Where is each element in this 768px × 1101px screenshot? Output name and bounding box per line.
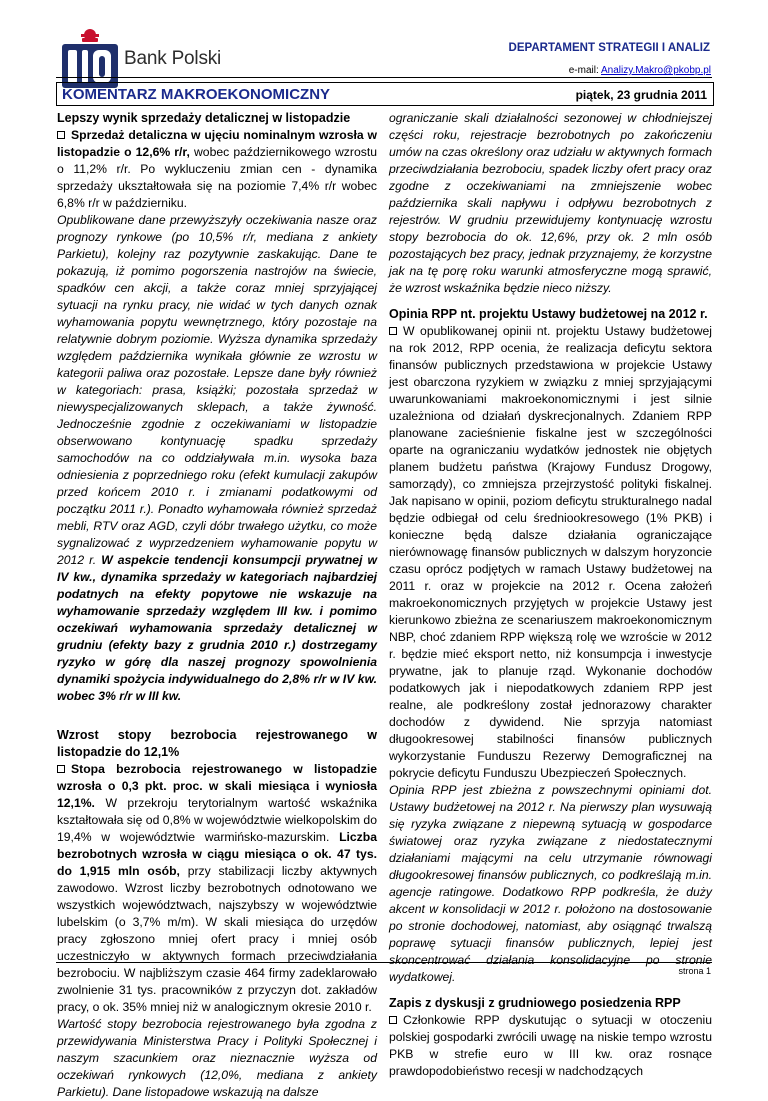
bullet-icon bbox=[57, 765, 65, 773]
email-label: e-mail: bbox=[568, 65, 601, 76]
unemployment-bold-2: Liczba bezrobotnych wzrosła w ciągu miesiąca o ok. 47 tys. do 1,915 mln osób, bbox=[57, 830, 377, 878]
email-link[interactable]: Analizy.Makro@pkobp.pl bbox=[600, 65, 711, 76]
sales-heading: Lepszy wynik sprzedaży detalicznej w listopadzie bbox=[57, 111, 351, 125]
sales-summary bbox=[57, 127, 377, 212]
sales-commentary bbox=[57, 212, 377, 705]
footer-divider bbox=[56, 962, 712, 963]
report-header-box bbox=[56, 82, 714, 106]
rpp-budget-summary bbox=[389, 323, 712, 782]
unemployment-commentary-continued: ograniczanie skali działalności sezonowej w chłodniejszej części roku, rejestracje bezrobotnych po zakończeniu umów na czas określony oraz udziału w aktywnych formach przeciwdziałania bezrobociu, spadek liczby ofert pracy oraz zgodne z oczekiwaniami na zmniejszenie wobec października skali napływu i odpływu bezrobotnych z rejestrów. W grudniu przewidujemy kontynuację wzrostu stopy bezrobocia do ok. 12,6%, przy ok. 2 mln osób pozostających bez pracy, jednak przyznajemy, że korzystne jak na tę porę roku warunki atmosferyczne mogą sprawić, że wzrost wskaźnika będzie nieco niższy. bbox=[389, 111, 712, 295]
unemployment-heading: Wzrost stopy bezrobocia rejestrowanego w listopadzie do 12,1% bbox=[57, 728, 377, 759]
unemployment-commentary: Wartość stopy bezrobocia rejestrowanego była zgodna z przewidywania Ministerstwa Pracy i Polityki Społecznej i naszym szacunkiem oraz nieznacznie wyższa od oczekiwań rynkowych (12,0%, mediana z ankiety Parkietu). Dane listopadowe wskazują na dalsze bbox=[57, 1017, 377, 1099]
rpp-budget-text: W opublikowanej opinii nt. projektu Ustawy budżetowej na rok 2012, RPP ocenia, że realizacja deficytu sektora finansów publicznych przedstawiona w projekcie Ustawy jest obarczona ryzykiem w związku z mniej sprzyjającymi uwarunkowaniami makroekonomicznymi i jest silnie uzależniona od działań dyskrecjonalnych. Zdaniem RPP planowane zacieśnienie fiskalne jest w szczególności oparte na ograniczaniu wydatków jednostek nie objętych planem budżetu państwa (Krajowy Fundusz Drogowy, samorządy), co zmniejsza przejrzystość polityki fiskalnej. Jak napisano w opinii, poziom deficytu strukturalnego nadal będzie odbiegał od celu średniookresowego (1% PKB) i konieczne będą dalsze działania ograniczające nierównowagę finansów publicznych w dalszym horyzoncie czasu oprócz podjętych w ramach Ustawy budżetowej na 2011 r. oraz w projekcie na 2012 r. Ocena założeń makroekonomicznych przyjętych w projekcie Ustawy jest kierunkowo zbieżna ze scenariuszem makroekonomicznym NBP, choć zdaniem RPP większą rolę we wzroście w 2012 r. będzie mieć eksport netto, niż konsumpcja i inwestycje prywatne, jak to planuje rząd. Wykonanie dochodów podatkowych jak i niepodatkowych zdaniem RPP jest realne, ale podkreślony został jednorazowy charakter dochodów z dywidend. Nie sprzyja natomiast długookresowej stabilności finansów publicznych wykorzystanie Funduszu Rezerwy Demograficznej na pokrycie deficytu Funduszu Ubezpieczeń Społecznych. bbox=[389, 324, 712, 780]
unemployment-text-1: W przekroju terytorialnym wartość wskaźnika kształtowała się od 0,8% w województwie wielkopolskim do 19,4% w województwie warmińsko-mazurskim. bbox=[57, 796, 377, 844]
pko-logo bbox=[60, 26, 120, 90]
email-line bbox=[569, 65, 711, 76]
bank-name: Bank Polski bbox=[124, 48, 222, 69]
rpp-budget-heading: Opinia RPP nt. projektu Ustawy budżetowej na 2012 r. bbox=[389, 307, 708, 321]
rpp-minutes-summary bbox=[389, 1012, 712, 1080]
sales-summary-text: wobec październikowego wzrostu o 11,2% r/r. Po wykluczeniu zmian cen - dynamika sprzedaży ukształtowała się na poziomie 7,4% r/r wobec 6,8% r/r w październiku. bbox=[57, 145, 377, 210]
page-number: strona 1 bbox=[678, 966, 711, 976]
unemployment-summary-bold: Stopa bezrobocia rejestrowanego w listopadzie wzrosła o 0,3 pkt. proc. w skali miesiąca i wyniosła 12,1%. bbox=[57, 762, 377, 810]
report-date: piątek, 23 grudnia 2011 bbox=[575, 88, 707, 102]
rpp-budget-commentary: Opinia RPP jest zbieżna z powszechnymi opiniami dot. Ustawy budżetowej na 2012 r. Na pierwszy plan wysuwają się ryzyka związane z niepewną sytuacją w gospodarce światowej oraz ryzyka związane z niedostatecznymi działaniami mającymi na celu utrzymanie równowagi długookresowej finansów publicznych, co podkreślają m.in. agencje ratingowe. Dodatkowo RPP podkreśla, że duży akcent w konsolidacji w 2012 r. położono na dostosowanie po stronie dochodowej, natomiast, aby osiągnąć trwalszą poprawę sytuacji finansów publicznych, lepiej jest skoncentrować działania konsolidacyjne po stronie wydatkowej. bbox=[389, 783, 712, 984]
right-column bbox=[389, 110, 712, 1080]
bullet-icon bbox=[389, 1016, 397, 1024]
unemployment-text-2: przy stabilizacji liczby aktywnych zawodowo. Wzrost liczby bezrobotnych odnotowano we wszystkich województwach, najszybszy w województwie lubelskim (o 3,7% m/m). W skali miesiąca do urzędów pracy zgłoszono mniej ofert pracy i mniej osób uczestniczyło w aktywnych formach przeciwdziałania bezrobociu. W najbliższym czasie 464 firmy zadeklarowało zwolnienie 31 tys. pracowników z przyczyn dot. zakładów pracy, o ok. 35% mniej niż w analogicznym okresie 2010 r. bbox=[57, 864, 378, 1014]
sales-commentary-text: Opublikowane dane przewyższyły oczekiwania nasze oraz prognozy rynkowe (po 10,5% r/r, mediana z ankiety Parkietu), kolejny raz pozytywnie zaskakując. Dane te pokazują, iż pomimo pogorszenia nastrojów na świecie, spadków cen akcji, a także coraz mniej sprzyjającej sytuacji na rynku pracy, nie widać w tych danych oznak wyhamowania popytu wewnętrznego, który pozostaje na relatywnie dobrym poziomie. Wyższa dynamika sprzedaży względem października wynikała głównie ze wzrostu w kategorii paliwa oraz pozostałe. Lepsze dane były również w kategoriach: prasa, książki; pozostała sprzedaż w niewyspecjalizowanych sklepach, a także żywność. Jednocześnie zgodnie z oczekiwaniami w listopadzie obserwowano kontynuację spadku sprzedaży samochodów na co oddziaływała m.in. wysoka baza odniesienia z poprzedniego roku (efekt kumulacji zakupów przed końcem 2010 r. i zmianami podatkowymi od początku 2011 r.). Ponadto wyhamowała również sprzedaż mebli, RTV oraz AGD, czyli dóbr trwałego użytku, co może sygnalizować z wyprzedzeniem wyhamowanie popytu w 2012 r. bbox=[57, 213, 377, 567]
unemployment-summary bbox=[57, 761, 377, 1016]
bullet-icon bbox=[389, 327, 397, 335]
department-name: DEPARTAMENT STRATEGII I ANALIZ bbox=[508, 42, 710, 54]
left-column bbox=[57, 110, 377, 1101]
rpp-minutes-text: Członkowie RPP dyskutując o sytuacji w otoczeniu polskiej gospodarki zwrócili uwagę na niskie tempo wzrostu PKB w strefie euro w III kw. oraz rosnące prawdopodobieństwo recesji w nadchodzących bbox=[389, 1013, 712, 1078]
report-title: KOMENTARZ MAKROEKONOMICZNY bbox=[62, 86, 331, 103]
sales-summary-bold: Sprzedaż detaliczna w ujęciu nominalnym wzrosła w listopadzie o 12,6% r/r, bbox=[57, 128, 377, 159]
sales-commentary-bold: W aspekcie tendencji konsumpcji prywatnej w IV kw., dynamika sprzedaży w kategoriach najbardziej podatnych na efekty popytowe nie wskazuje na wyhamowanie sprzedaży względem III kw. i pomimo oczekiwań wyhamowania sprzedaży detalicznej w grudniu (efekty bazy z grudnia 2010 r.) dostrzegamy ryzyko w górę dla naszej prognozy spowolnienia dynamiki spożycia indywidualnego do 2,8% r/r w IV kw. wobec 3% r/r w III kw. bbox=[57, 553, 377, 703]
pko-logo-icon bbox=[60, 26, 120, 90]
bullet-icon bbox=[57, 131, 65, 139]
header-divider bbox=[56, 77, 712, 78]
rpp-minutes-heading: Zapis z dyskusji z grudniowego posiedzenia RPP bbox=[389, 996, 681, 1010]
